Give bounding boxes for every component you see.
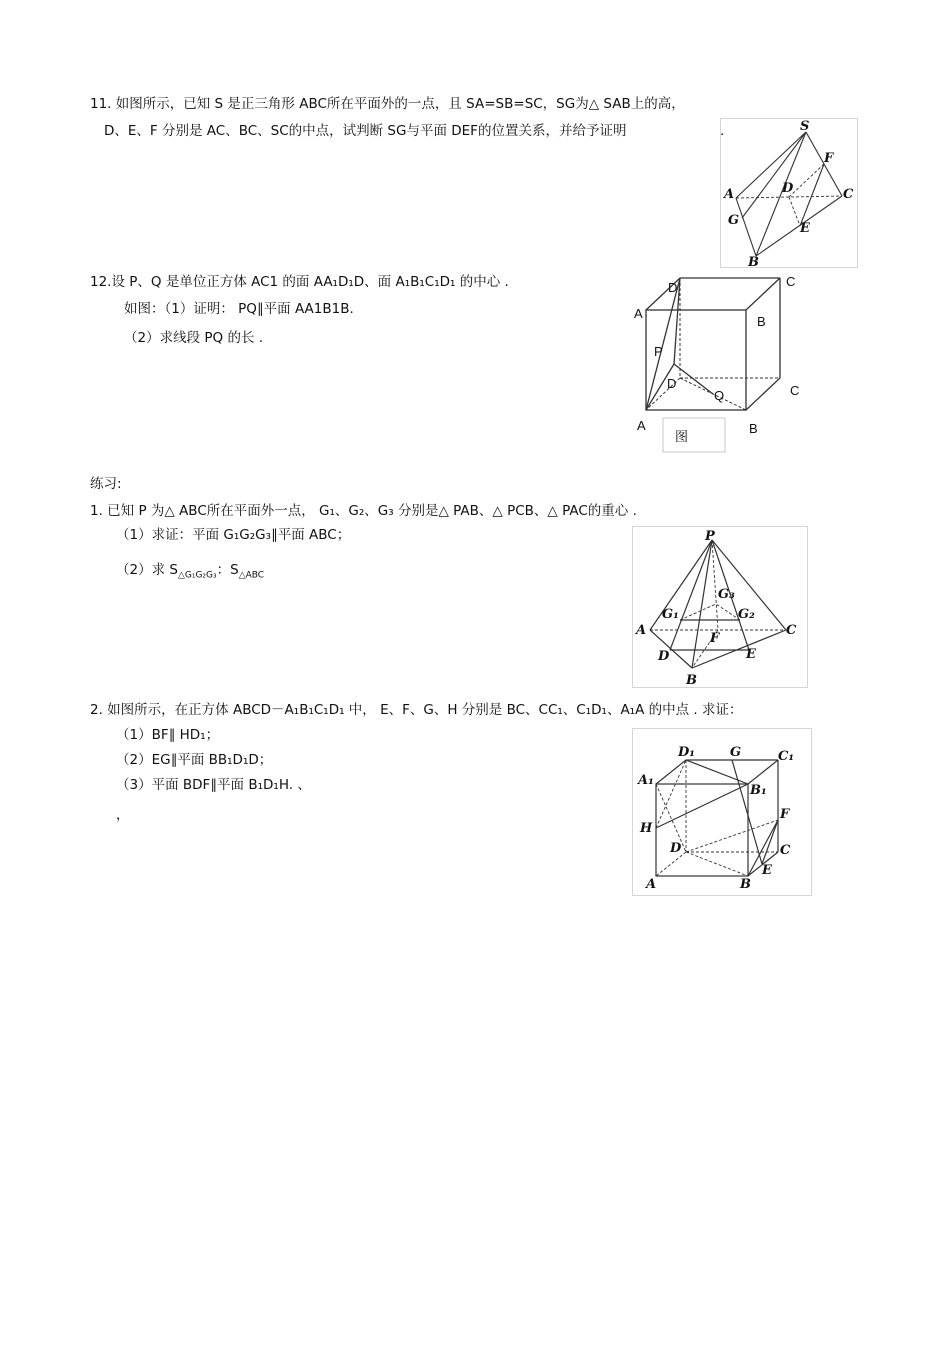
p1-sub-1: △G₁G₂G₃ (177, 570, 217, 581)
p2-label-e: E (762, 863, 772, 878)
p1-label-g1: G₁ (662, 607, 679, 622)
p1-label-f: F (710, 631, 720, 646)
p2-label-g: G (730, 745, 742, 760)
p1-sub-2: △ABC (238, 570, 265, 581)
p2-line-4: （3）平面 BDF∥平面 B₁D₁H. 、 (116, 777, 311, 793)
q11-label-d: D (782, 181, 794, 196)
p1-label-c: C (786, 623, 797, 638)
p2-label-a: A (646, 877, 657, 892)
q11-label-s: S (800, 119, 810, 134)
q11-line-1: 11. 如图所示，已知 S 是正三角形 ABC所在平面外的一点，且 SA=SB=SC，SG为△ SAB上的高， (90, 96, 685, 112)
p1-line-3-main: （2）求 S (116, 562, 178, 578)
q12-label-a1: A (634, 306, 643, 321)
q12-label-d1: D (668, 280, 678, 295)
p2-label-b: B (740, 877, 751, 892)
p2-label-a1: A₁ (638, 773, 654, 788)
q12-caption: 图 (675, 429, 689, 444)
q12-label-d: D (667, 376, 677, 391)
p2-label-d1: D₁ (678, 745, 695, 760)
p1-label-a: A (636, 623, 647, 638)
q11-period: . (720, 123, 725, 139)
q11-label-e: E (800, 221, 810, 236)
q12-label-p: P (654, 344, 663, 359)
q11-label-g: G (728, 213, 740, 228)
q12-line-3: （2）求线段 PQ 的长 . (124, 330, 264, 346)
p1-line-3-mid: ：S (216, 562, 239, 578)
p2-line-1: 2. 如图所示，在正方体 ABCD－A₁B₁C₁D₁ 中， E、F、G、H 分别是 BC、CC₁、C₁D₁、A₁A 的中点 . 求证： (90, 702, 743, 718)
q12-line-1: 12.设 P、Q 是单位正方体 AC1 的面 AA₁D₁D、面 A₁B₁C₁D₁ 的中心 . (90, 274, 509, 290)
p1-label-b: B (686, 673, 697, 688)
p1-pyramid-figure (632, 526, 808, 688)
p2-cube-figure (632, 728, 812, 898)
p2-label-h: H (640, 821, 653, 836)
q12-label-b1: B (757, 314, 766, 329)
p1-line-1: 1. 已知 P 为△ ABC所在平面外一点， G₁、G₂、G₃ 分别是△ PAB、△ PCB、△ PAC的重心 . (90, 503, 637, 519)
q11-line-2: D、E、F 分别是 AC、BC、SC的中点，试判断 SG与平面 DEF的位置关系，并给予证明 (104, 123, 627, 139)
p2-label-c: C (780, 843, 791, 858)
practice-heading: 练习: (90, 476, 122, 492)
p1-label-g2: G₂ (738, 607, 755, 622)
q12-label-q: Q (714, 388, 725, 403)
p1-line-3 (116, 561, 264, 585)
p2-label-b1: B₁ (750, 783, 767, 798)
q12-line-2: 如图：（1）证明： PQ∥平面 AA1B1B. (124, 301, 354, 317)
p1-label-e: E (746, 647, 756, 662)
p2-label-d: D (670, 841, 682, 856)
p1-label-g3: G₃ (718, 587, 735, 602)
p1-line-2: （1）求证：平面 G₁G₂G₃∥平面 ABC； (116, 527, 351, 543)
q12-label-c: C (790, 383, 800, 398)
q12-cube-figure (630, 268, 810, 454)
p2-line-5: ， (116, 807, 130, 823)
q12-label-c1: C (786, 274, 796, 289)
p2-line-2: （1）BF∥ HD₁； (116, 727, 220, 743)
p1-label-d: D (658, 649, 670, 664)
p2-line-3: （2）EG∥平面 BB₁D₁D； (116, 752, 273, 768)
q11-label-f: F (824, 151, 834, 166)
q12-label-b: B (749, 421, 758, 436)
q12-label-a: A (637, 418, 646, 433)
p2-label-f: F (780, 807, 790, 822)
q11-label-b: B (748, 255, 759, 268)
q11-label-c: C (843, 187, 854, 202)
q11-pyramid-figure (720, 118, 858, 268)
p2-label-c1: C₁ (778, 749, 795, 764)
p1-label-p: P (705, 529, 715, 544)
q11-label-a: A (724, 187, 735, 202)
